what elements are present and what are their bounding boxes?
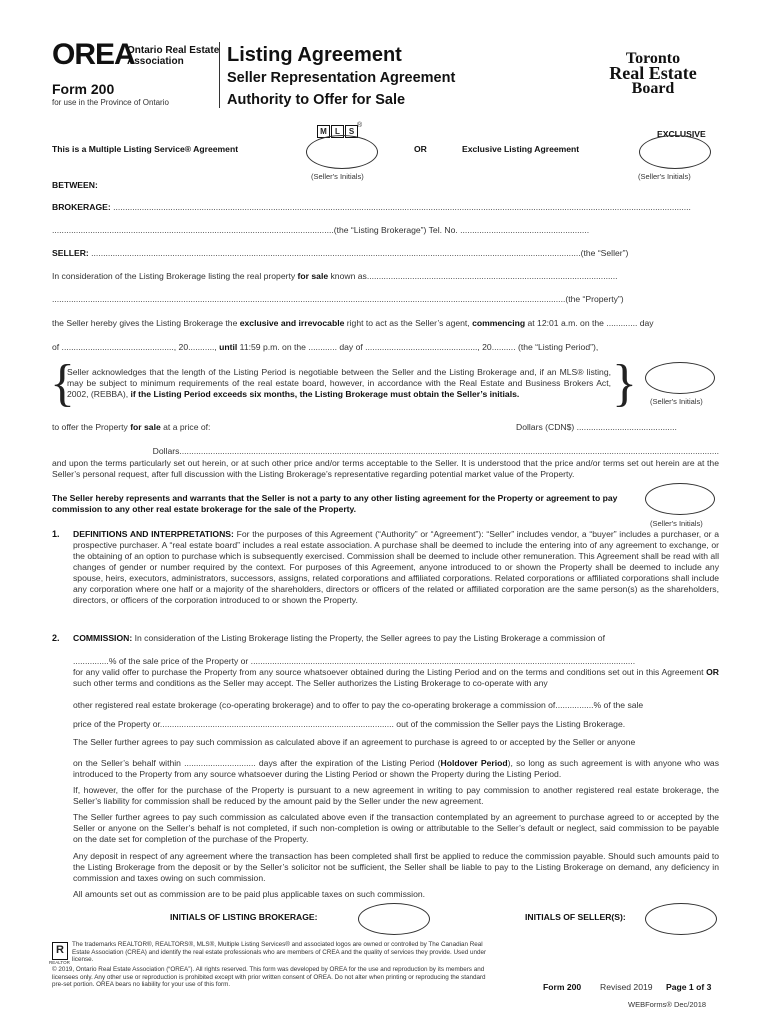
commencing-bold: commencing (472, 318, 526, 328)
property-address-field[interactable]: known as......................................................................................................... (328, 271, 618, 281)
coop-commission-field[interactable]: other registered real estate brokerage (co-operating brokerage) and to offer to pay the co-operating brokerage a commission of................% of the sale (73, 700, 644, 710)
coop-price-field[interactable]: price of the Property or.................................................................................................. out of the commission the Seller pays the Listing Brokerage. (73, 719, 626, 729)
period-initials-box[interactable] (645, 362, 715, 394)
commencing-field[interactable]: at 12:01 a.m. on the ............. day (525, 318, 654, 328)
realtor-logo-icon: R (52, 942, 68, 960)
commission-or-bold: OR (706, 667, 719, 677)
if-however-text: If, however, the offer for the purchase of the Property is pursuant to a new agreement in writing to pay commission to another registered real estate brokerage, the Seller’s liability for commission shall be reduced by the amount paid by the Seller under the new agreement. (73, 785, 719, 806)
offer-text: to offer the Property (52, 422, 131, 432)
section1-number: 1. (52, 529, 60, 539)
section2-intro-text: In consideration of the Listing Brokerage listing the Property, the Seller agrees to pay the Listing Brokerage a commission of (132, 633, 605, 643)
association-line1: Ontario Real Estate (127, 45, 220, 56)
section2-heading: COMMISSION: (73, 633, 133, 643)
sellers-initials-box[interactable] (645, 903, 717, 935)
association-line2: Association (127, 56, 184, 67)
mls-initials-caption: (Seller's Initials) (311, 172, 364, 181)
section2-number: 2. (52, 633, 60, 643)
gives-bold: exclusive and irrevocable (239, 318, 345, 328)
exclusive-caps: EXCLUSIVE (657, 129, 706, 139)
commission-para-post: such other terms and conditions as the Seller may accept. The Seller authorizes the Listing Brokerage to co-operate with any (73, 678, 548, 688)
brokerage-row[interactable] (52, 202, 719, 213)
taxes-text: All amounts set out as commission are to be paid plus applicable taxes on such commission. (73, 889, 426, 899)
footer-webforms: WEBForms® Dec/2018 (628, 1000, 707, 1009)
gives-row[interactable] (52, 318, 719, 329)
offer-bold: for sale (130, 422, 161, 432)
left-brace: { (50, 355, 75, 412)
seller-label: SELLER: (52, 248, 89, 258)
period-end-field[interactable]: 11:59 p.m. on the ............ day of ..............................................., 20.......... (the “Listing Period”), (237, 342, 599, 352)
consideration-row[interactable] (52, 271, 719, 282)
initials-sellers-label: INITIALS OF SELLER(S): (525, 912, 626, 922)
holdover-text[interactable] (73, 758, 719, 780)
right-brace: } (612, 355, 637, 412)
price-words-field[interactable]: ..................................................................................................................................................................................................................................Dollars (152, 446, 719, 456)
treb-line3: Board (631, 80, 675, 97)
brokerage-initials-box[interactable] (358, 903, 430, 935)
brokerage-field[interactable]: .................................................................................................................................................................................................................................................. (113, 202, 691, 212)
header-divider (219, 42, 220, 108)
holdover-pre[interactable]: on the Seller’s behalf within .............................. days after the expiration of the Listing Period ( (73, 758, 441, 768)
commission-valid-offer (73, 667, 719, 689)
treb-line2: Real Estate (609, 63, 697, 83)
orea-logo: OREA (52, 38, 135, 71)
exclusive-initials-caption: (Seller's Initials) (638, 172, 691, 181)
footer-revised: Revised 2019 (600, 982, 653, 992)
warranty-initials-caption: (Seller's Initials) (650, 519, 703, 528)
copyright-text: © 2019, Ontario Real Estate Association (“OREA”). All rights reserved. This form was developed by OREA for the use and reproduction by its members and licensees only. Any other use or reproduction is prohibited except with prior written consent of OREA. Do not alter when printing or reproducing the standard pre-set portion. OREA bears no liability for your use of this form. (52, 966, 486, 988)
footer-page-number: Page 1 of 3 (666, 982, 712, 992)
acknowledge-plain: Seller acknowledges that the length of the Listing Period is negotiable between the Seller and the Listing Brokerage and, if an MLS® listing, may be subject to minimum requirements of the real estate board, however, in accordance with the Real Estate and Business Brokers Act, 2002, (REBBA), (67, 367, 611, 399)
property-row[interactable]: .......................................................................................................................................................................................................................(the “Property”) (52, 294, 624, 304)
section2-intro (73, 633, 605, 644)
listing-period-row[interactable] (52, 342, 719, 353)
mls-registered-mark: ® (357, 122, 363, 129)
price-dollars-field[interactable]: Dollars (CDN$) .......................................... (516, 422, 677, 432)
period-initials-caption: (Seller's Initials) (650, 397, 703, 406)
acknowledge-bold: if the Listing Period exceeds six months, the Listing Brokerage must obtain the Seller’s initials. (130, 389, 520, 399)
mls-initials-box[interactable] (306, 135, 378, 169)
section1-heading: DEFINITIONS AND INTERPRETATIONS: (73, 529, 234, 539)
holdover-bold: Holdover Period (440, 758, 508, 768)
trademark-text: The trademarks REALTOR®, REALTORS®, MLS®, Multiple Listing Services® and associated logos are owned or controlled by The Canadian Real Estate Association (CREA) and identify the real estate professionals who are members of CREA and the quality of services they provide. Used under license. (72, 941, 487, 963)
gives-mid: right to act as the Seller’s agent, (344, 318, 473, 328)
commission-rate-field[interactable]: ...............% of the sale price of the Property or ................................................................................................................................................................. (73, 656, 636, 666)
footer-form-number: Form 200 (543, 982, 582, 992)
offer-price-row (52, 422, 210, 433)
warranty-initials-box[interactable] (645, 483, 715, 515)
initials-brokerage-label: INITIALS OF LISTING BROKERAGE: (170, 912, 318, 922)
or-label: OR (414, 144, 427, 154)
realtor-word: REALTOR (49, 960, 70, 965)
treb-logo (598, 51, 708, 96)
association-name (127, 45, 219, 67)
consideration-text: In consideration of the Listing Brokerage listing the real property (52, 271, 298, 281)
seller-row[interactable] (52, 248, 719, 259)
section1-body: For the purposes of this Agreement (“Authority” or “Agreement”): “Seller” includes vendor, a “buyer” includes a purchaser, or a prospective purchaser. A “real estate board” includes a real estate association. A purchase shall be deemed to include the entering into of any agreement to exchange, or the obtaining of an option to purchase which is subsequently exercised. Commission shall be deemed to include other remuneration. This Agreement shall be read with all changes of gender or number required by the context. For purposes of this Agreement, anyone introduced to or shown the Property shall be deemed to include any spouse, heirs, executors, administrators, successors, assigns, related corporations and affiliated corporations. Related corporations or affiliated corporations shall include any corporation where one half or a majority of the shareholders, directors or officers of the related or affiliated corporation are the same person(s) as the shareholders, directors, or officers of the corporation introduced to or shown the Property. (73, 529, 719, 605)
exclusive-initials-box[interactable] (639, 135, 711, 169)
seller-field[interactable]: .............................................................................................................................................................................................................(the “Seller”) (91, 248, 629, 258)
commission-para-pre: for any valid offer to purchase the Property from any source whatsoever obtained during the Listing Period and on the terms and conditions set out in this Agreement (73, 667, 707, 677)
subtitle-representation: Seller Representation Agreement (227, 70, 456, 86)
consideration-bold: for sale (297, 271, 329, 281)
multiple-listing-label: This is a Multiple Listing Service® Agreement (52, 144, 239, 154)
brokerage-tel-row[interactable]: ......................................................................................................................(the “Listing Brokerage”) Tel. No. ...................................................... (52, 225, 590, 235)
section1-text (73, 529, 719, 606)
mls-letter-l: L (331, 125, 344, 138)
until-bold: until (219, 342, 238, 352)
further-agrees-text: The Seller further agrees to pay such commission as calculated above if an agreement to purchase is agreed to or accepted by the Seller or anyone (73, 737, 636, 747)
warranty-text: The Seller hereby represents and warrants that the Seller is not a party to any other listing agreement for the Property or agreement to pay commission to any other real estate brokerage for the sale of the Property. (52, 493, 618, 514)
further-agrees-2-text: The Seller further agrees to pay such commission as calculated above even if the transaction contemplated by an agreement to purchase agreed to or accepted by the Seller or anyone on the Seller’s behalf is not completed, if such non-completion is owing or attributable to the Seller’s default or neglect, said commission to be payable on the date set for completion of the purchase of the Property. (73, 812, 719, 844)
acknowledge-text (67, 367, 611, 400)
deposit-text: Any deposit in respect of any agreement where the transaction has been completed shall first be applied to reduce the commission payable. Should such amounts paid to the Listing Brokerage from the deposit or by the Seller’s solicitor not be sufficient, the Seller shall be liable to pay to the Listing Brokerage on demand, any deficiency in commission and taxes owing on such commission. (73, 851, 719, 883)
exclusive-listing-label: Exclusive Listing Agreement (462, 144, 580, 154)
treb-line1: Toronto (625, 50, 681, 67)
mls-letter-m: M (317, 125, 330, 138)
mls-letter-s: S (345, 125, 358, 138)
page-title: Listing Agreement (227, 44, 402, 66)
holdover-post: ), so long as such agreement is with anyone who was introduced to the Property from any source whatsoever during the Listing Period or shown the Property during the Listing Period. (73, 758, 719, 779)
period-start-field[interactable]: of ..............................................., 20..........., (52, 342, 220, 352)
form-label: Form 200 (52, 81, 115, 97)
offer-post: at a price of: (160, 422, 211, 432)
subtitle-authority: Authority to Offer for Sale (227, 92, 406, 108)
terms-text: and upon the terms particularly set out herein, or at such other price and/or terms acceptable to the Seller. It is understood that the price and/or terms set out herein are at the Seller’s personal request, after full discussion with the Listing Brokerage’s representative regarding potential market value of the Property. (52, 458, 719, 479)
brokerage-label: BROKERAGE: (52, 202, 111, 212)
between-label: BETWEEN: (52, 180, 98, 190)
gives-text: the Seller hereby gives the Listing Brokerage the (52, 318, 240, 328)
province-note: for use in the Province of Ontario (52, 98, 169, 107)
